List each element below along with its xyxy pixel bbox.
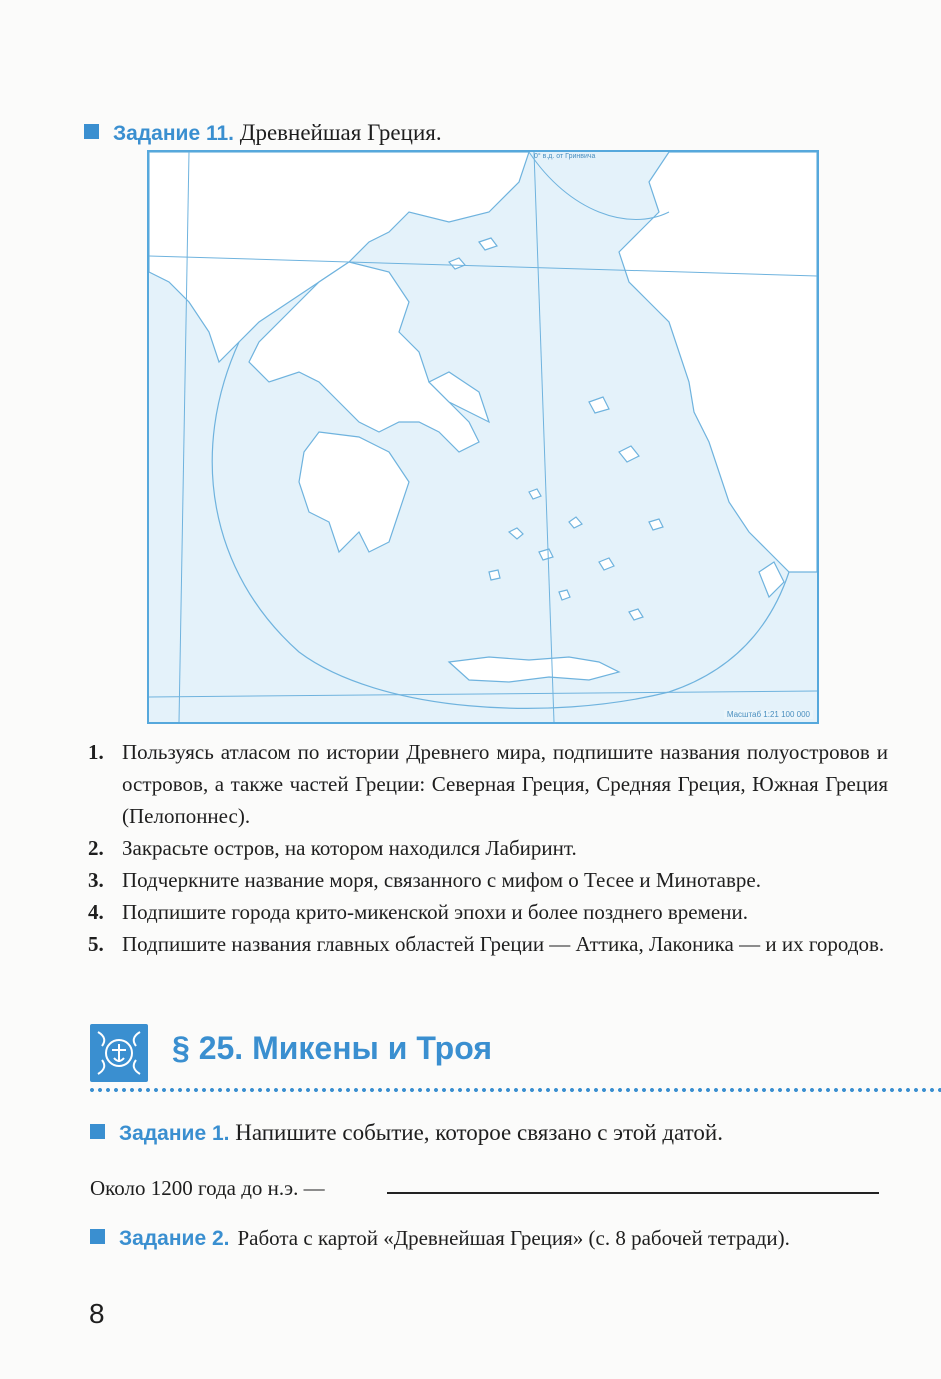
section-ornament-icon — [90, 1024, 148, 1082]
map-drawing — [149, 152, 817, 722]
section-title: § 25. Микены и Троя — [172, 1030, 492, 1066]
list-item — [88, 896, 888, 928]
task-1-heading — [90, 1118, 723, 1149]
page-number: 8 — [89, 1298, 105, 1329]
square-bullet-icon — [90, 1124, 105, 1139]
answer-prompt: Около 1200 года до н.э. — — [90, 1176, 325, 1200]
contour-map-ancient-greece — [147, 150, 819, 724]
list-item — [88, 864, 888, 896]
task-2-heading — [90, 1222, 890, 1255]
task-2-label: Задание 2. — [119, 1227, 230, 1250]
task-11-heading — [84, 118, 442, 149]
question-number: 5. — [88, 932, 104, 956]
map-meridian-label: 0° в.д. от Гринвича — [534, 153, 596, 160]
task-1-label: Задание 1. — [119, 1122, 230, 1145]
dotted-divider — [88, 1086, 941, 1094]
question-text: Подпишите названия главных областей Греции — Аттика, Лаконика — и их городов. — [122, 932, 885, 956]
square-bullet-icon — [84, 124, 99, 139]
task-2-text: Работа с картой «Древнейшая Греция» (с. 8 рабочей тетради). — [237, 1226, 790, 1250]
list-item — [88, 736, 888, 832]
question-number: 1. — [88, 740, 104, 764]
square-bullet-icon — [90, 1229, 105, 1244]
question-number: 4. — [88, 900, 104, 924]
question-text: Пользуясь атласом по истории Древнего мира, подпишите названия полуостровов и островов, а также частей Греции: Северная Греция, Средняя Греция, Южная Греция (Пелопоннес). — [122, 740, 888, 828]
map-scale-label: Масштаб 1:21 100 000 — [724, 710, 813, 719]
task-11-title: Древнейшая Греция. — [239, 120, 442, 145]
question-text: Закрасьте остров, на котором находился Лабиринт. — [122, 836, 577, 860]
question-number: 3. — [88, 868, 104, 892]
question-text: Подчеркните название моря, связанного с мифом о Тесее и Минотавре. — [122, 868, 761, 892]
list-item — [88, 832, 888, 864]
question-number: 2. — [88, 836, 104, 860]
task-11-label: Задание 11. — [113, 122, 234, 145]
question-text: Подпишите города крито-микенской эпохи и более позднего времени. — [122, 900, 748, 924]
answer-blank-field[interactable] — [387, 1192, 879, 1194]
list-item — [88, 928, 888, 960]
task-1-text: Напишите событие, которое связано с этой датой. — [235, 1120, 723, 1145]
question-list — [88, 736, 888, 960]
